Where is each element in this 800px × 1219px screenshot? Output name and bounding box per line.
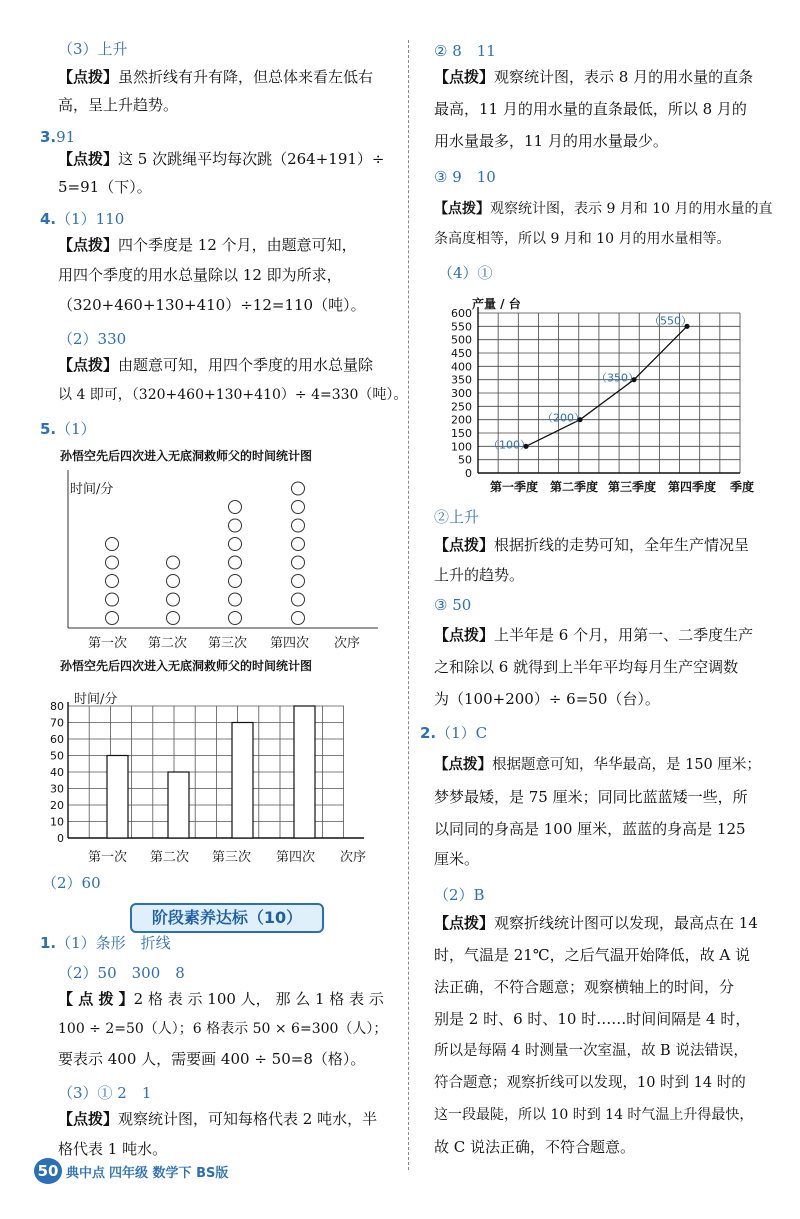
chart-title: 孙悟空先后四次进入无底洞救师父的时间统计图 <box>60 659 313 673</box>
pictograph-circle <box>167 612 180 625</box>
hint-text: 梦梦最矮，是 75 厘米；同同比蓝蓝矮一些，所 <box>434 788 748 806</box>
hint-text: 条高度相等，所以 9 月和 10 月的用水量相等。 <box>434 231 731 247</box>
data-label: （200） <box>542 411 585 425</box>
hint-text: 【点拨】观察统计图，表示 9 月和 10 月的用水量的直 <box>434 201 773 217</box>
pictograph-circle <box>229 575 242 588</box>
y-tick-label: 40 <box>50 766 64 779</box>
hint-text: 之和除以 6 就得到上半年平均每月生产空调数 <box>434 658 739 676</box>
bar <box>168 772 189 838</box>
section-banner: 阶段素养达标（10） <box>130 903 324 933</box>
hint-text: 为（100+200）÷ 6=50（台）。 <box>434 690 660 708</box>
pictograph-circle <box>292 575 305 588</box>
line-chart <box>430 305 770 480</box>
pictograph-circle <box>292 501 305 514</box>
pictograph-circle <box>229 612 242 625</box>
y-tick-label: 60 <box>50 733 64 746</box>
answer-3-3: （3）上升 <box>58 40 128 58</box>
x-tick-label: 第二次 <box>148 636 188 651</box>
pictograph-circle <box>106 556 119 569</box>
hint-text: 【点拨】虽然折线有升有降，但总体来看左低右 <box>58 68 374 86</box>
y-tick-label: 10 <box>50 815 64 829</box>
bar <box>294 706 315 838</box>
y-axis-label: 时间/分 <box>74 692 118 707</box>
pictograph-circle <box>106 593 119 606</box>
y-tick-label: 30 <box>50 782 64 796</box>
hint-text: 厘米。 <box>434 850 480 868</box>
y-tick-label: 400 <box>451 360 472 374</box>
hint-text: 法正确，不符合题意；观察横轴上的时间，分 <box>434 978 735 996</box>
hint-text: 所以是每隔 4 时测量一次室温，故 B 说法错误， <box>434 1043 748 1059</box>
hint-text: 【点拨】观察统计图，表示 8 月的用水量的直条 <box>434 68 754 86</box>
answer-2-2: （2）B <box>434 886 485 904</box>
hint-text: 用四个季度的用水总量除以 12 即为所求， <box>58 266 342 284</box>
data-label: （350） <box>596 371 639 385</box>
hint-text: 符合题意；观察折线可以发现，10 时到 14 时的 <box>434 1075 746 1091</box>
hint-text: 5=91（下）。 <box>58 178 152 196</box>
column-divider <box>408 40 409 1170</box>
answer-4-1: （4）① <box>438 264 493 282</box>
y-tick-label: 50 <box>50 749 64 763</box>
pictograph-circle <box>292 519 305 532</box>
hint-text: 【点拨】根据题意可知，华华最高，是 150 厘米； <box>434 757 761 773</box>
y-tick-label: 500 <box>451 333 472 347</box>
hint-text: 以 4 即可，（320+460+130+410）÷ 4=330（吨）。 <box>58 387 408 403</box>
x-tick-label: 第一季度 <box>490 480 539 494</box>
hint-text: 最高，11 月的用水量的直条最低，所以 8 月的 <box>434 100 747 118</box>
question-3-answer: 3.91 <box>40 128 76 146</box>
page-footer <box>34 1158 228 1184</box>
hint-text: 格代表 1 吨水。 <box>58 1140 168 1158</box>
pictograph-circle <box>292 593 305 606</box>
y-tick-label: 20 <box>50 799 64 812</box>
question-2-answer: 2.（1）C <box>420 724 488 742</box>
bar <box>232 723 253 839</box>
x-tick-label: 第一次 <box>88 850 128 865</box>
x-tick-label: 第三季度 <box>608 480 657 494</box>
pictograph-circle <box>292 538 305 551</box>
hint-text: 【点拨】这 5 次跳绳平均每次跳（264+191）÷ <box>58 150 385 168</box>
question-5-answer: 5.（1） <box>40 420 96 438</box>
hint-text: 【点拨】由题意可知，用四个季度的用水总量除 <box>58 356 374 374</box>
y-axis-label: 产量 / 台 <box>472 297 521 311</box>
x-tick-label: 第四季度 <box>668 480 717 494</box>
answer-1-2: （2）50 300 8 <box>58 964 185 982</box>
y-tick-label: 550 <box>451 320 472 334</box>
x-tick-label: 第二次 <box>150 850 190 865</box>
hint-text: 时，气温是 21℃，之后气温开始降低，故 A 说 <box>434 946 751 964</box>
answer-3-3: ③ 9 10 <box>434 168 496 186</box>
brand-logo: 典中点 <box>66 1165 106 1181</box>
book-title: 四年级 数学下 BS版 <box>109 1165 229 1181</box>
y-tick-label: 200 <box>451 413 472 427</box>
x-tick-label: 第二季度 <box>550 480 599 494</box>
x-axis-label: 季度 <box>730 480 755 494</box>
x-axis-label: 次序 <box>340 850 367 865</box>
pictograph-circle <box>106 538 119 551</box>
answer-4-2: （2）330 <box>58 330 127 348</box>
y-tick-label: 80 <box>50 700 64 713</box>
pictograph-circle <box>229 593 242 606</box>
bar <box>107 756 128 839</box>
hint-text: 【点拨】观察统计图，可知每格代表 2 吨水，半 <box>58 1110 378 1128</box>
y-tick-label: 50 <box>458 453 472 467</box>
hint-text: 以同同的身高是 100 厘米，蓝蓝的身高是 125 <box>434 820 746 838</box>
x-tick-label: 第四次 <box>270 636 310 651</box>
hint-text: 【点拨】根据折线的走势可知，全年生产情况呈 <box>434 536 750 554</box>
y-tick-label: 0 <box>465 467 472 480</box>
hint-text: 这一段最陡，所以 10 时到 14 时气温上升得最快， <box>434 1107 754 1123</box>
hint-text: 高，呈上升趋势。 <box>58 96 179 114</box>
answer-4-3: ③ 50 <box>434 596 472 614</box>
y-tick-label: 250 <box>451 400 472 414</box>
pictograph-circle <box>229 538 242 551</box>
hint-text: （320+460+130+410）÷12=110（吨）。 <box>58 296 366 314</box>
hint-text: 上升的趋势。 <box>434 566 525 584</box>
x-tick-label: 第三次 <box>212 850 252 865</box>
x-tick-label: 第四次 <box>276 850 316 865</box>
hint-text: 【点拨】四个季度是 12 个月，由题意可知， <box>58 236 357 254</box>
pictograph-chart <box>60 470 380 630</box>
question-4-answer: 4.（1）110 <box>40 210 125 228</box>
pictograph-circle <box>292 612 305 625</box>
bar-chart <box>34 700 384 845</box>
answer-1-3: （3）① 2 1 <box>58 1084 152 1102</box>
hint-text: 【点拨】观察折线统计图可以发现，最高点在 14 <box>434 914 758 932</box>
pictograph-circle <box>106 612 119 625</box>
pictograph-circle <box>167 556 180 569</box>
pictograph-circle <box>292 556 305 569</box>
hint-text: 【 点 拨 】2 格 表 示 100 人， 那 么 1 格 表 示 <box>58 990 384 1008</box>
y-tick-label: 100 <box>451 440 472 454</box>
y-tick-label: 0 <box>57 832 64 845</box>
x-axis-label: 次序 <box>334 636 361 651</box>
y-tick-label: 600 <box>451 307 472 320</box>
y-tick-label: 300 <box>451 387 472 400</box>
pictograph-circle <box>229 519 242 532</box>
hint-text: 要表示 400 人，需要画 400 ÷ 50=8（格）。 <box>58 1050 366 1068</box>
y-tick-label: 70 <box>50 716 64 730</box>
pictograph-circle <box>292 482 305 495</box>
chart-title: 孙悟空先后四次进入无底洞救师父的时间统计图 <box>60 449 313 463</box>
series-line <box>526 326 687 446</box>
pictograph-circle <box>229 556 242 569</box>
answer-5-2: （2）60 <box>42 874 101 892</box>
hint-text: 100 ÷ 2=50（人）；6 格表示 50 × 6=300（人）； <box>58 1021 388 1037</box>
hint-text: 故 C 说法正确，不符合题意。 <box>434 1138 636 1156</box>
x-tick-label: 第一次 <box>88 636 128 651</box>
data-label: （100） <box>488 438 531 452</box>
pictograph-circle <box>167 575 180 588</box>
pictograph-circle <box>106 575 119 588</box>
section-q1-answer: 1.（1）条形 折线 <box>40 934 171 952</box>
pictograph-circle <box>229 501 242 514</box>
pictograph-circle <box>167 593 180 606</box>
y-tick-label: 450 <box>451 347 472 360</box>
y-axis-label: 时间/分 <box>70 482 114 497</box>
y-tick-label: 350 <box>451 373 472 387</box>
page-number: 50 <box>34 1158 62 1184</box>
y-tick-label: 150 <box>451 427 472 440</box>
data-label: （550） <box>649 314 692 328</box>
x-tick-label: 第三次 <box>208 636 248 651</box>
answer-3-2: ② 8 11 <box>434 42 496 60</box>
hint-text: 用水量最多，11 月的用水量最少。 <box>434 132 668 150</box>
hint-text: 别是 2 时、6 时、10 时……时间间隔是 4 时， <box>434 1010 751 1028</box>
answer-4-2: ②上升 <box>434 508 480 526</box>
hint-text: 【点拨】上半年是 6 个月，用第一、二季度生产 <box>434 626 754 644</box>
